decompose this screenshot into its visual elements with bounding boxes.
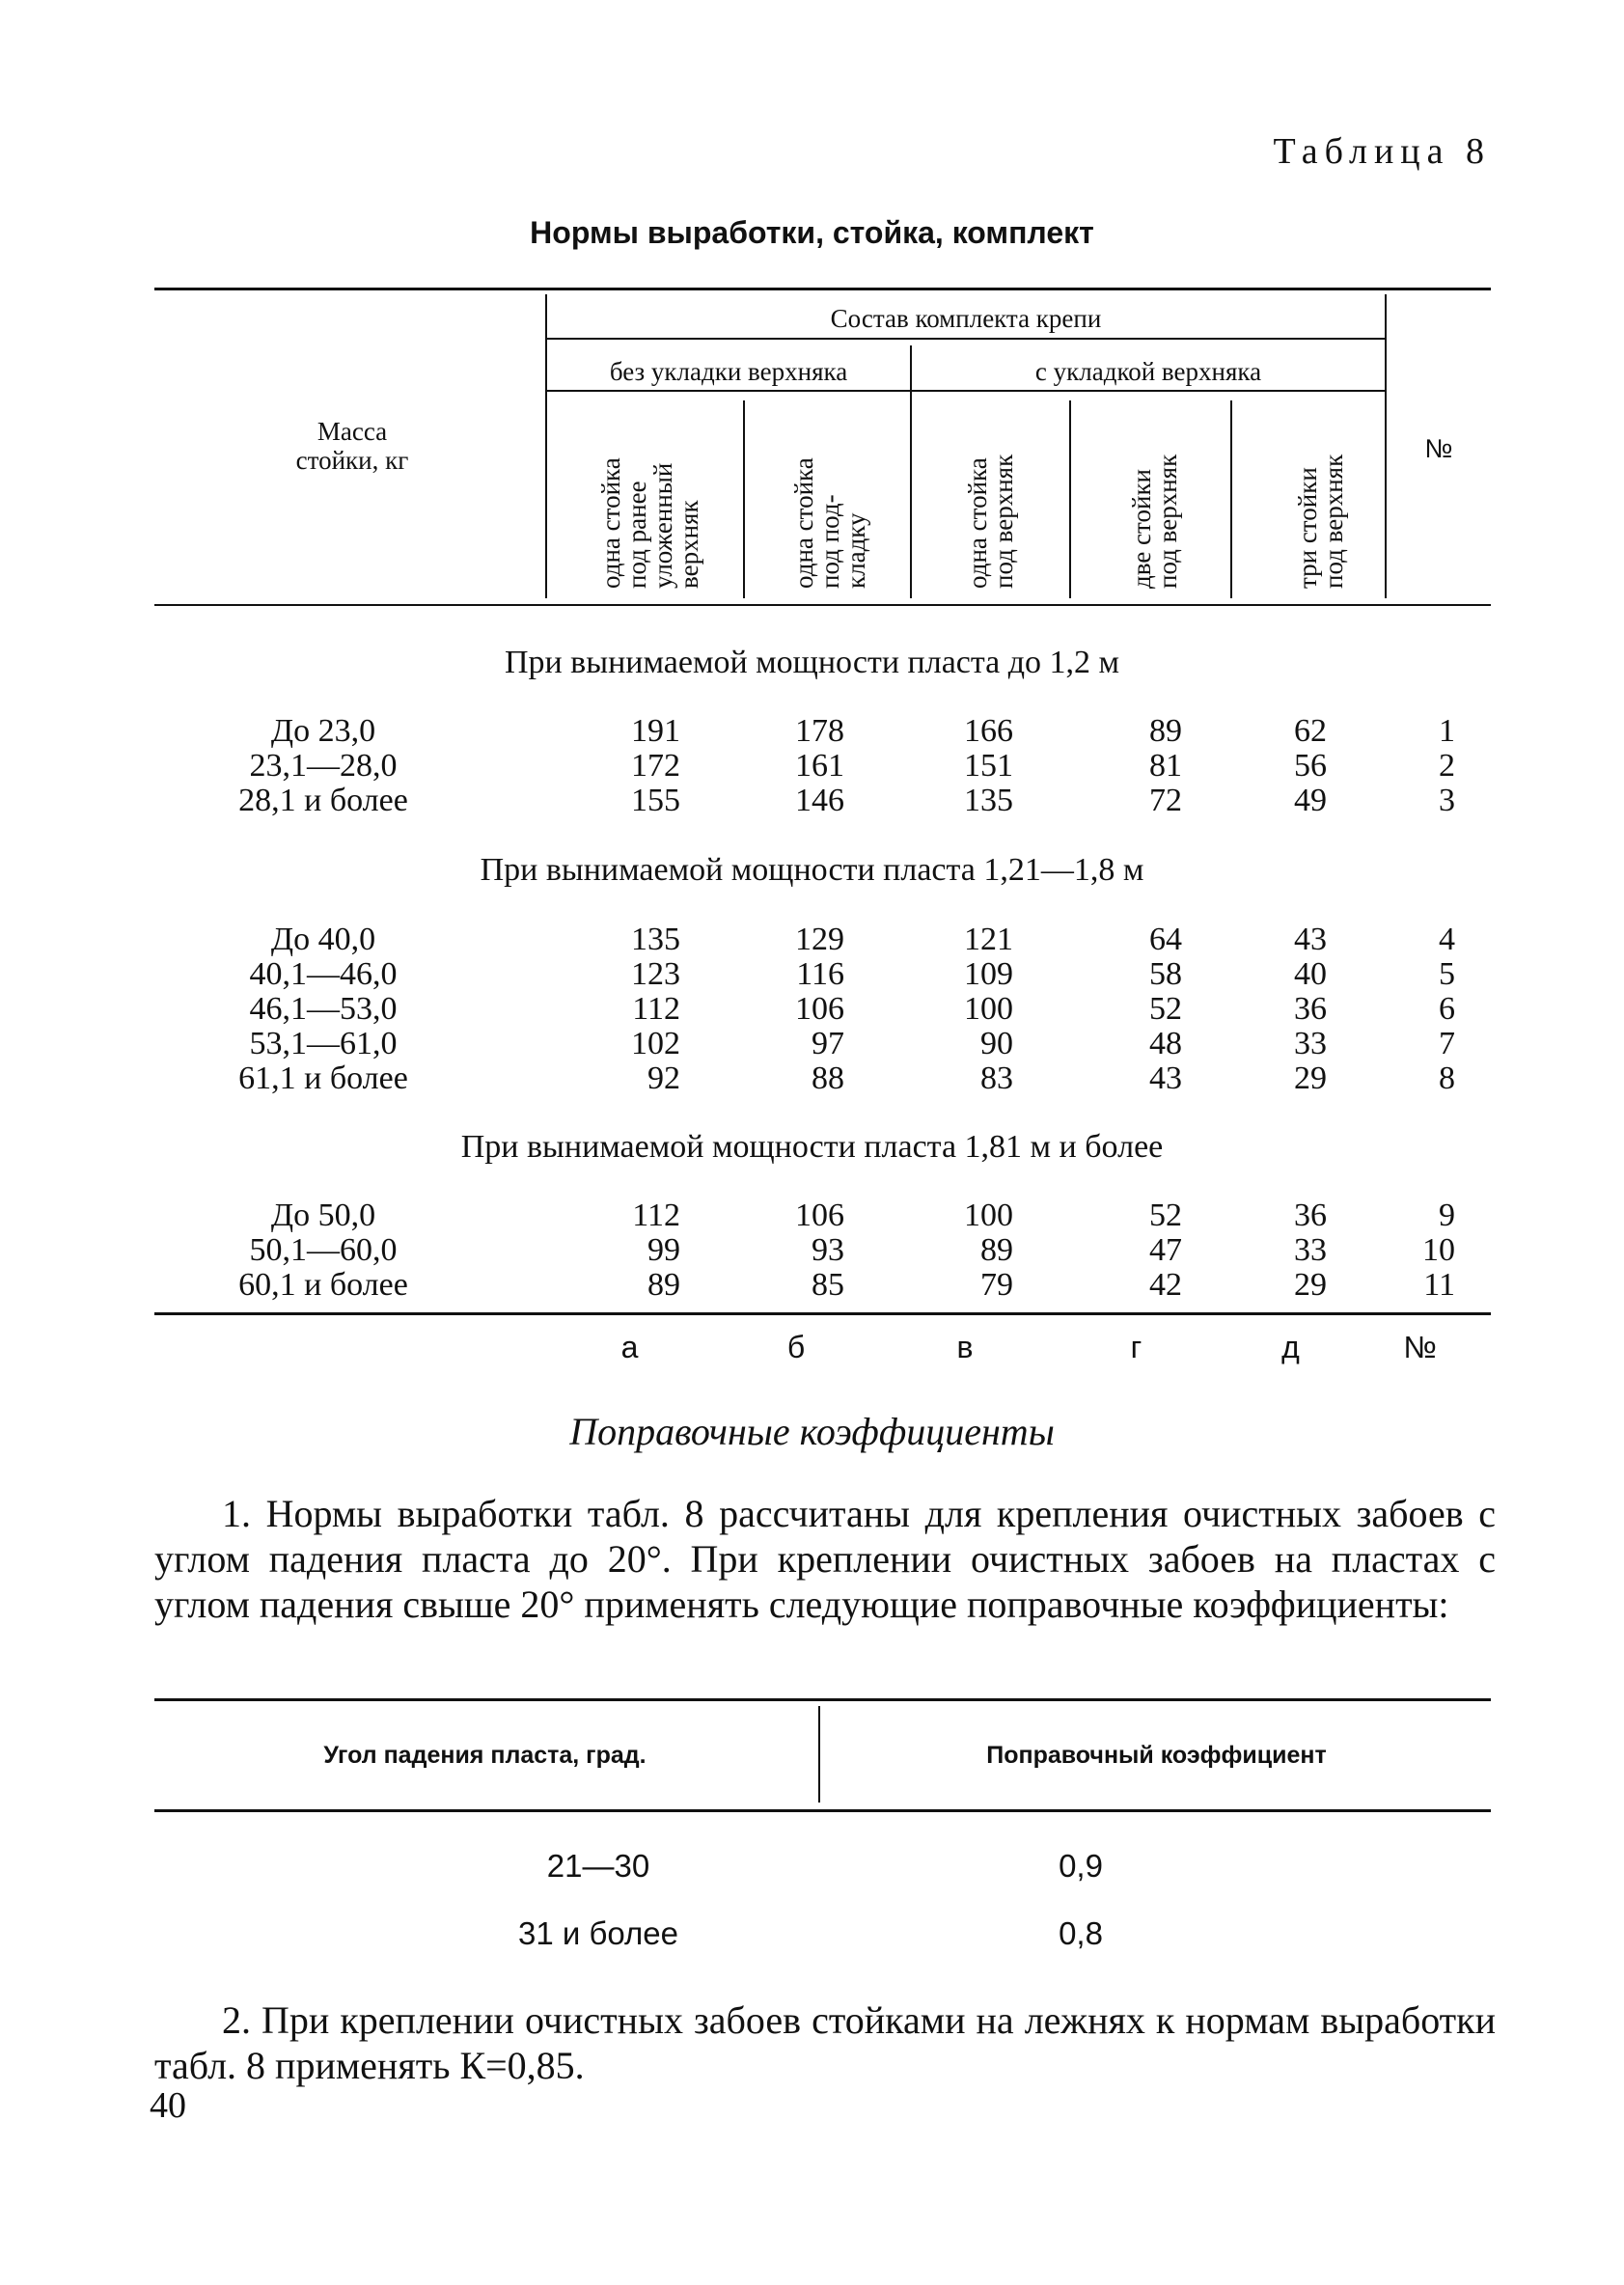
cell-mass: 23,1—28,0 [249, 748, 398, 784]
cell-b: 129 [795, 922, 844, 957]
cell-a: 92 [647, 1060, 680, 1096]
cell-num: 4 [1439, 922, 1455, 957]
cell-v: 89 [980, 1232, 1013, 1268]
cell-a: 112 [632, 991, 680, 1027]
mass-header-line: стойки, кг [295, 446, 409, 475]
header-subrule [547, 390, 1385, 392]
cell-b: 116 [796, 956, 844, 992]
cell-g: 89 [1149, 713, 1182, 749]
header-divider [1230, 400, 1232, 598]
composition-header: Состав комплекта крепи [830, 304, 1102, 333]
cell-d: 62 [1294, 713, 1327, 749]
mass-header [164, 417, 540, 475]
angle-header: Угол падения пласта, град. [323, 1742, 647, 1769]
cell-num: 5 [1439, 956, 1455, 992]
cell-num: 9 [1439, 1198, 1455, 1233]
cell-d: 29 [1294, 1060, 1327, 1096]
cell-d: 36 [1294, 991, 1327, 1027]
header-divider [743, 400, 745, 598]
cell-b: 88 [812, 1060, 844, 1096]
letter-a: а [620, 1330, 639, 1364]
cell-mass: 50,1—60,0 [249, 1232, 398, 1268]
table-row [0, 1268, 1624, 1303]
cell-v: 109 [964, 956, 1013, 992]
cell-b: 85 [812, 1267, 844, 1303]
cell-b: 178 [795, 713, 844, 749]
cell-a: 191 [631, 713, 680, 749]
col-a-header-line: верхняк [674, 500, 703, 589]
table-top-rule [154, 288, 1491, 290]
col-a-header-line: под ранее [622, 481, 651, 589]
correction-heading: Поправочные коэффициенты [569, 1410, 1055, 1453]
cell-d: 49 [1294, 783, 1327, 818]
cell-num: 1 [1439, 713, 1455, 749]
table-row [0, 749, 1624, 784]
cell-v: 100 [964, 991, 1013, 1027]
cell-num: 10 [1422, 1232, 1455, 1268]
col-v-header-line: под верхняк [989, 454, 1018, 589]
table-row [0, 1061, 1624, 1096]
cell-g: 58 [1149, 956, 1182, 992]
cell-g: 52 [1149, 1198, 1182, 1233]
cell-d: 33 [1294, 1026, 1327, 1061]
cell-a: 172 [631, 748, 680, 784]
cell-g: 64 [1149, 922, 1182, 957]
letter-num: № [1403, 1330, 1437, 1364]
letter-v: в [956, 1330, 974, 1364]
cell-mass: 61,1 и более [238, 1060, 408, 1096]
header-subrule [547, 338, 1385, 340]
cell-num: 11 [1423, 1267, 1455, 1303]
cell-d: 29 [1294, 1267, 1327, 1303]
section-title: При вынимаемой мощности пласта 1,21—1,8 м [480, 852, 1144, 888]
table-label: Таблица 8 [1273, 131, 1491, 172]
cell-b: 161 [795, 748, 844, 784]
cell-num: 7 [1439, 1026, 1455, 1061]
cell-v: 79 [980, 1267, 1013, 1303]
cell-g: 52 [1149, 991, 1182, 1027]
col-v-header-line: одна стойка [963, 457, 992, 589]
paragraph-2 [154, 1997, 1496, 2088]
table2-top-rule [154, 1698, 1491, 1701]
section-title: При вынимаемой мощности пласта до 1,2 м [504, 645, 1120, 680]
page-number: 40 [150, 2085, 186, 2126]
paragraph-1-text: 1. Нормы выработки табл. 8 рассчитаны для крепления очистных забоев с углом падения пласта до 20°. При креплении очистных забоев на пластах с углом падения свыше 20° применять следующие поправочные коэффициенты: [154, 1492, 1496, 1626]
cell-num: 2 [1439, 748, 1455, 784]
cell-mass: 53,1—61,0 [249, 1026, 398, 1061]
col-a-header-line: уложенный [648, 462, 677, 589]
cell-v: 166 [964, 713, 1013, 749]
table-row [0, 992, 1624, 1027]
paragraph-1 [154, 1491, 1496, 1627]
cell-num: 6 [1439, 991, 1455, 1027]
table2-divider [818, 1706, 820, 1803]
table-row [0, 1027, 1624, 1061]
section-title: При вынимаемой мощности пласта 1,81 м и более [460, 1129, 1164, 1165]
cell-mass: До 23,0 [270, 713, 376, 749]
table-header-rule [154, 604, 1491, 606]
col-b-header-line: кладку [841, 512, 870, 589]
cell-a: 112 [632, 1198, 680, 1233]
cell-v: 90 [980, 1026, 1013, 1061]
table-row [0, 784, 1624, 818]
cell-mass: 60,1 и более [238, 1267, 408, 1303]
table-row [0, 922, 1624, 957]
cell-a: 123 [631, 956, 680, 992]
col-b-header-line: под под- [815, 494, 844, 589]
table2-header-rule [154, 1809, 1491, 1812]
table-row [0, 1198, 1624, 1233]
col-b-header-line: одна стойка [789, 457, 818, 589]
cell-mass: 28,1 и более [238, 783, 408, 818]
cell-mass: До 40,0 [270, 922, 376, 957]
cell-d: 56 [1294, 748, 1327, 784]
cell-b: 106 [795, 1198, 844, 1233]
col-g-header-line: две стойки [1127, 468, 1156, 589]
coefficient-cell: 0,9 [1059, 1848, 1103, 1884]
cell-b: 106 [795, 991, 844, 1027]
cell-d: 36 [1294, 1198, 1327, 1233]
with-header: с укладкой верхняка [1034, 357, 1262, 386]
cell-v: 151 [964, 748, 1013, 784]
angle-cell: 21—30 [546, 1848, 650, 1884]
num-header: № [1424, 434, 1453, 463]
cell-d: 43 [1294, 922, 1327, 957]
cell-v: 83 [980, 1060, 1013, 1096]
cell-b: 97 [812, 1026, 844, 1061]
coefficient-cell: 0,8 [1059, 1915, 1103, 1951]
cell-v: 121 [964, 922, 1013, 957]
coefficient-header: Поправочный коэффициент [986, 1742, 1327, 1769]
cell-a: 135 [631, 922, 680, 957]
cell-a: 89 [647, 1267, 680, 1303]
cell-mass: 46,1—53,0 [249, 991, 398, 1027]
col-d-header-line: под верхняк [1319, 454, 1348, 589]
header-divider [545, 294, 547, 598]
table-row [0, 1233, 1624, 1268]
cell-g: 42 [1149, 1267, 1182, 1303]
cell-g: 72 [1149, 783, 1182, 818]
cell-num: 3 [1439, 783, 1455, 818]
col-d-header-line: три стойки [1293, 467, 1322, 589]
cell-v: 135 [964, 783, 1013, 818]
cell-d: 40 [1294, 956, 1327, 992]
cell-a: 155 [631, 783, 680, 818]
letter-d: д [1281, 1330, 1300, 1364]
letter-g: г [1130, 1330, 1142, 1364]
cell-g: 81 [1149, 748, 1182, 784]
header-divider [1069, 400, 1071, 598]
angle-cell: 31 и более [518, 1915, 678, 1951]
without-header: без укладки верхняка [609, 357, 848, 386]
paragraph-2-text: 2. При креплении очистных забоев стойками на лежнях к нормам выработки табл. 8 применять К=0,85. [154, 1998, 1496, 2087]
col-a-header-line: одна стойка [596, 457, 625, 589]
mass-header-line: Масса [317, 417, 388, 446]
table-title: Нормы выработки, стойка, комплект [530, 215, 1094, 250]
cell-a: 99 [647, 1232, 680, 1268]
column-letters [0, 1330, 1624, 1364]
letter-b: б [786, 1330, 806, 1364]
cell-mass: До 50,0 [270, 1198, 376, 1233]
cell-d: 33 [1294, 1232, 1327, 1268]
cell-g: 43 [1149, 1060, 1182, 1096]
table-bottom-rule [154, 1312, 1491, 1315]
cell-mass: 40,1—46,0 [249, 956, 398, 992]
cell-g: 47 [1149, 1232, 1182, 1268]
cell-v: 100 [964, 1198, 1013, 1233]
cell-a: 102 [631, 1026, 680, 1061]
cell-b: 93 [812, 1232, 844, 1268]
cell-b: 146 [795, 783, 844, 818]
table-row [0, 957, 1624, 992]
table-row [0, 714, 1624, 749]
cell-num: 8 [1439, 1060, 1455, 1096]
col-g-header-line: под верхняк [1153, 454, 1182, 589]
cell-g: 48 [1149, 1026, 1182, 1061]
